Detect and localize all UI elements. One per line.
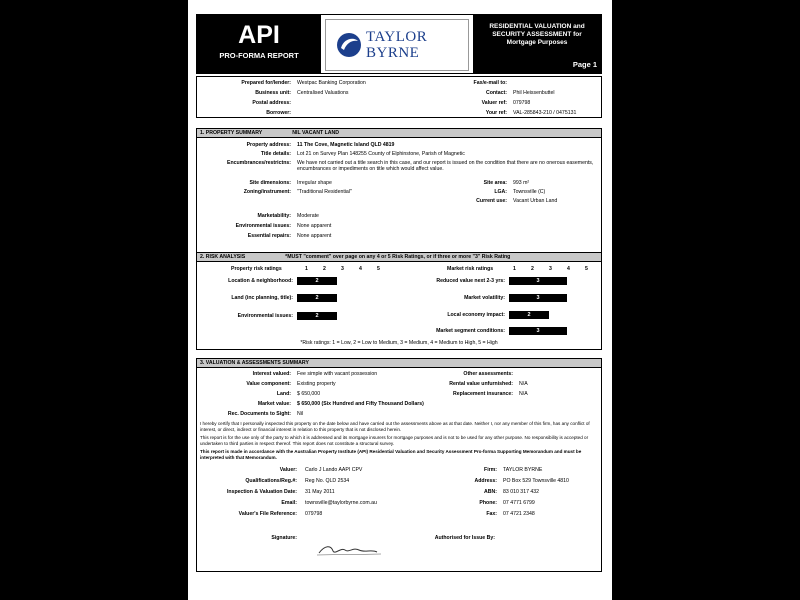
valuer-ref-label: Valuer ref: — [481, 100, 507, 106]
unit-value: Centralised Valuations — [297, 90, 349, 96]
zoning-label: Zoning/instrument: — [243, 189, 291, 195]
market-value-label: Market value: — [257, 401, 291, 407]
env-label: Environmental issues: — [235, 223, 291, 229]
lga-label: LGA: — [494, 189, 507, 195]
use-label: Current use: — [476, 198, 507, 204]
valuer-label: Valuer: — [279, 467, 297, 473]
phone-label: Phone: — [479, 500, 497, 506]
address-label: Property address: — [246, 142, 291, 148]
date-label: Inspection & Valuation Date: — [226, 489, 297, 495]
mkt-scale-4: 4 — [567, 266, 570, 272]
abn-value: 83 010 317 432 — [503, 489, 540, 495]
document-page — [188, 0, 612, 600]
dims-value: Irregular shape — [297, 180, 332, 186]
risk-volatility-label: Market volatility: — [464, 295, 505, 301]
replacement-label: Replacement insurance: — [453, 391, 513, 397]
valuer-value: Carlo J Lando AAPI CPV — [305, 467, 363, 473]
rental-value: N/A — [519, 381, 528, 387]
email-label: Email: — [281, 500, 297, 506]
taylor-byrne-logo — [325, 19, 469, 71]
firm-fax-value: 07 4721 2348 — [503, 511, 535, 517]
contact-label: Contact: — [485, 90, 507, 96]
section-3-heading: 3. VALUATION & ASSESSMENTS SUMMARY — [197, 359, 601, 368]
your-ref-label: Your ref: — [485, 110, 507, 116]
component-label: Value component: — [246, 381, 291, 387]
risk-segment-label: Market segment conditions: — [436, 328, 505, 334]
prepared-label: Prepared for/lender: — [241, 80, 291, 86]
component-value: Existing property — [297, 381, 336, 387]
proforma-label: PRO-FORMA REPORT — [219, 51, 299, 60]
section-2-heading — [197, 253, 601, 262]
borrower-label: Borrower: — [266, 110, 291, 116]
other-assessments-label: Other assessments: — [463, 371, 513, 377]
prop-scale-3: 3 — [341, 266, 344, 272]
prop-scale-4: 4 — [359, 266, 362, 272]
firm-address-label: Address: — [474, 478, 497, 484]
contact-value: Phil Heissenbuttel — [513, 90, 555, 96]
api-badge — [197, 15, 321, 73]
risk-economy-label: Local economy impact: — [447, 312, 505, 318]
marketability-value: Moderate — [297, 213, 319, 219]
client-info-box — [196, 76, 602, 118]
usage-text: This report is for the use only of the party to which it is addressed and its mortgage insurers for mortgage purposes and is not to be used for any other purpose. No responsibility is accepted or undertaken to third parties in respect thereof. This report does not constitute a structural survey. — [200, 435, 589, 446]
risk-reduced-label: Reduced value next 2-3 yrs: — [436, 278, 505, 284]
firm-value: TAYLOR BYRNE — [503, 467, 543, 473]
report-header — [196, 14, 602, 74]
authorised-label: Authorised for Issue By: — [434, 535, 495, 541]
fax-label: Fax/e-mail to: — [473, 80, 507, 86]
encumbrances-value: We have not carried out a title search in this case, and our report is issued on the condition that there are no onerous easements, encumbrances or impediments on title which would affect value. — [297, 160, 594, 172]
area-value: 993 m² — [513, 180, 530, 186]
interest-value: Fee simple with vacant possession — [297, 371, 378, 377]
section-1-subtitle: NIL VACANT LAND — [292, 130, 340, 136]
email-value: townsville@taylorbyrne.com.au — [305, 500, 377, 506]
risk-footnote: *Risk ratings: 1 = Low, 2 = Low to Medium, 3 = Medium, 4 = Medium to High, 5 = High — [300, 340, 498, 346]
file-ref-label: Valuer's File Reference: — [238, 511, 297, 517]
section-2-note: *MUST "comment" over page on any 4 or 5 Risk Ratings, or if three or more "3" Risk Rating — [285, 254, 511, 260]
risk-env-label: Environmental issues: — [237, 313, 293, 319]
valuation-report — [196, 14, 602, 574]
firm-address-value: PO Box 529 Townsville 4810 — [503, 478, 569, 484]
section-2-title: 2. RISK ANALYSIS — [200, 254, 246, 260]
use-value: Vacant Urban Land — [513, 198, 558, 204]
section-1-heading — [197, 129, 601, 138]
env-value: None apparent — [297, 223, 332, 229]
firm-fax-label: Fax: — [486, 511, 497, 517]
valuer-ref-value: 079798 — [513, 100, 531, 106]
marketability-label: Marketability: — [257, 213, 291, 219]
market-value: $ 650,000 (Six Hundred and Fifty Thousand Dollars) — [297, 401, 424, 407]
docs-label: Rec. Documents to Sight: — [227, 411, 291, 417]
report-type-line-3: Mortgage Purposes — [506, 39, 568, 46]
repairs-value: None apparent — [297, 233, 332, 239]
dims-label: Site dimensions: — [249, 180, 291, 186]
prop-scale-5: 5 — [377, 266, 380, 272]
zoning-value: "Traditional Residential" — [297, 189, 352, 195]
file-ref-value: 079798 — [305, 511, 323, 517]
property-risk-heading: Property risk ratings — [231, 266, 282, 272]
page-number: Page 1 — [572, 60, 597, 69]
report-type-panel — [473, 15, 601, 73]
postal-label: Postal address: — [252, 100, 291, 106]
prepared-value: Westpac Banking Corporation — [297, 80, 366, 86]
risk-land-label: Land (inc planning, title): — [231, 295, 293, 301]
section-1-title: 1. PROPERTY SUMMARY — [200, 130, 263, 136]
encumbrances-label: Encumbrances/restrictns: — [226, 160, 291, 166]
mkt-scale-5: 5 — [585, 266, 588, 272]
title-value: Lot 21 on Survey Plan 148255 County of Elphinstone, Parish of Magnetic — [297, 151, 465, 157]
qualifications-value: Reg No. QLD 2534 — [305, 478, 350, 484]
your-ref-value: VAL-285843-210 / 0475131 — [513, 110, 577, 116]
mkt-scale-2: 2 — [531, 266, 534, 272]
abn-label: ABN: — [484, 489, 497, 495]
repairs-label: Essential repairs: — [247, 233, 291, 239]
address-value: 11 The Cove, Magnetic Island QLD 4819 — [297, 142, 395, 148]
unit-label: Business unit: — [255, 90, 291, 96]
report-type-line-2: SECURITY ASSESSMENT for — [492, 31, 582, 38]
logo-line-1: TAYLOR — [366, 29, 428, 45]
risk-segment-rating: 3 — [509, 327, 567, 335]
docs-value: Nil — [297, 411, 304, 417]
valuer-signature — [315, 541, 385, 559]
api-memorandum-text: This report is made in accordance with the Australian Property Institute (API) Residential Valuation and Security Assessment Pro-forma Supporting Memorandum and must be interpreted with that Memorandum. — [200, 449, 582, 460]
risk-volatility-rating: 3 — [509, 294, 567, 302]
signature-label: Signature: — [271, 535, 297, 541]
risk-location-rating: 2 — [297, 277, 337, 285]
report-type-line-1: RESIDENTIAL VALUATION and — [489, 23, 585, 30]
logo-line-2: BYRNE — [366, 45, 420, 61]
mkt-scale-1: 1 — [513, 266, 516, 272]
prop-scale-2: 2 — [323, 266, 326, 272]
market-risk-heading: Market risk ratings — [447, 266, 494, 272]
date-value: 31 May 2011 — [305, 489, 335, 495]
risk-reduced-rating: 3 — [509, 277, 567, 285]
title-label: Title details: — [260, 151, 291, 157]
lga-value: Townsville (C) — [513, 189, 546, 195]
risk-land-rating: 2 — [297, 294, 337, 302]
property-summary-section — [196, 128, 602, 258]
replacement-value: N/A — [519, 391, 528, 397]
prop-scale-1: 1 — [305, 266, 308, 272]
certification-text: I hereby certify that I personally inspected this property on the date below and have carried out the assessments above as at that date. Neither I, nor any member of this firm, has any conflict of interest, or direct, indirect or financial interest in relation to this property that is not disclosed herein. — [200, 421, 590, 432]
risk-economy-rating: 2 — [509, 311, 549, 319]
api-title: API — [238, 21, 280, 49]
area-label: Site area: — [483, 180, 507, 186]
firm-label: Firm: — [484, 467, 497, 473]
rental-label: Rental value unfurnished: — [449, 381, 513, 387]
land-value: $ 650,000 — [297, 391, 321, 397]
risk-analysis-section — [196, 252, 602, 350]
qualifications-label: Qualifications/Reg.#: — [245, 478, 297, 484]
mkt-scale-3: 3 — [549, 266, 552, 272]
interest-label: Interest valued: — [252, 371, 291, 377]
valuation-summary-section — [196, 358, 602, 572]
risk-location-label: Location & neighborhood: — [228, 278, 293, 284]
phone-value: 07 4771 6799 — [503, 500, 535, 506]
land-label: Land: — [276, 391, 291, 397]
risk-env-rating: 2 — [297, 312, 337, 320]
logo-swoosh-icon — [336, 32, 362, 58]
